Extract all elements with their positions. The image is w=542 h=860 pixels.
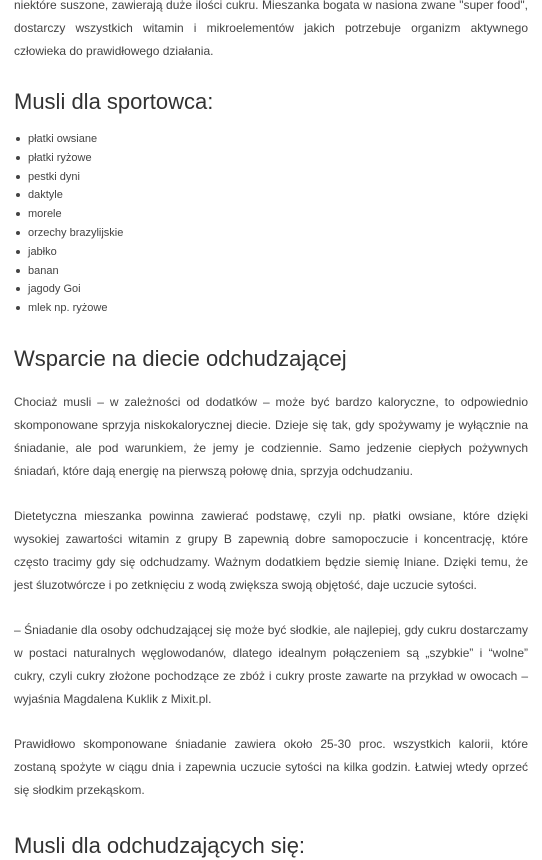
bullet-icon [16,212,20,216]
list-item [14,224,528,243]
list-item [14,280,528,299]
diet-paragraph-3: – Śniadanie dla osoby odchudzającej się może być słodkie, ale najlepiej, gdy cukru dostarczamy w postaci naturalnych węglowodanów, dlatego idealnym połączeniem są „szybkie” i “wolne” cukry, czyli cukry złożone pochodzące ze zbóż i cukry proste zawarte na przykład w owocach – wyjaśnia Magdalena Kuklik z Mixit.pl. [14,622,528,706]
list-item-label: jabłko [28,245,57,258]
bullet-icon [16,306,20,310]
list-item-label: morele [28,208,62,221]
list-item-label: banan [28,264,59,277]
bullet-icon [16,231,20,235]
bullet-icon [16,175,20,179]
list-item [14,262,528,281]
list-item-label: jagody Goi [28,283,81,296]
list-item-label: płatki ryżowe [28,151,92,164]
list-item-label: pestki dyni [28,170,80,183]
diet-paragraph-1: Chociaż musli – w zależności od dodatków – może być bardzo kaloryczne, to odpowiednio skomponowane sprzyja niskokalorycznej diecie. Dzieje się tak, gdy spożywamy je wyłącznie na śniadanie, ale pod warunkiem, że jemy je codziennie. Samo jedzenie ciepłych pożywnych śniadań, które dają energię na pierwszą połowę dnia, sprzyja odchudzaniu. [14,394,528,478]
list-item [14,186,528,205]
intro-paragraph: niektóre suszone, zawierają duże ilości cukru. Mieszanka bogata w nasiona zwane "super food", dostarczy wszystkich witamin i mikroelementów jakich potrzebuje organizm aktywnego człowieka do prawidłowego działania. [14,0,528,58]
bullet-icon [16,156,20,160]
list-item [14,149,528,168]
diet-paragraph-4: Prawidłowo skomponowane śniadanie zawiera około 25-30 proc. wszystkich kalorii, które zostaną spożyte w ciągu dnia i zapewnia uczucie sytości na kilka godzin. Łatwiej wtedy oprzeć się słodkim przekąskom. [14,736,528,797]
list-item [14,205,528,224]
heading-musli-sportowca: Musli dla sportowca: [14,89,214,114]
list-item-label: płatki owsiane [28,133,98,145]
ingredient-list [14,130,528,318]
list-item [14,130,528,149]
article-body [14,0,528,860]
diet-paragraph-2: Dietetyczna mieszanka powinna zawierać podstawę, czyli np. płatki owsiane, które dzięki wysokiej zawartości witamin z grupy B zapewnią dobre samopoczucie i koncentrację, które często tracimy gdy się odchudzamy. Ważnym dodatkiem będzie siemię lniane. Dzięki temu, że jest śluzotwórcze i po zetknięciu z wodą zwiększa swoją objętość, daje uczucie sytości. [14,508,528,592]
bullet-icon [16,269,20,273]
bullet-icon [16,250,20,254]
heading-wsparcie-diecie: Wsparcie na diecie odchudzającej [14,345,347,371]
bullet-icon [16,287,20,291]
bullet-icon [16,137,20,141]
heading-musli-odchudzajacych: Musli dla odchudzających się: [14,832,306,858]
list-item-label: daktyle [28,189,63,202]
list-item [14,299,528,318]
list-item-label: mlek np. ryżowe [28,302,108,315]
bullet-icon [16,193,20,197]
list-item [14,243,528,262]
list-item [14,168,528,187]
list-item-label: orzechy brazylijskie [28,226,124,239]
